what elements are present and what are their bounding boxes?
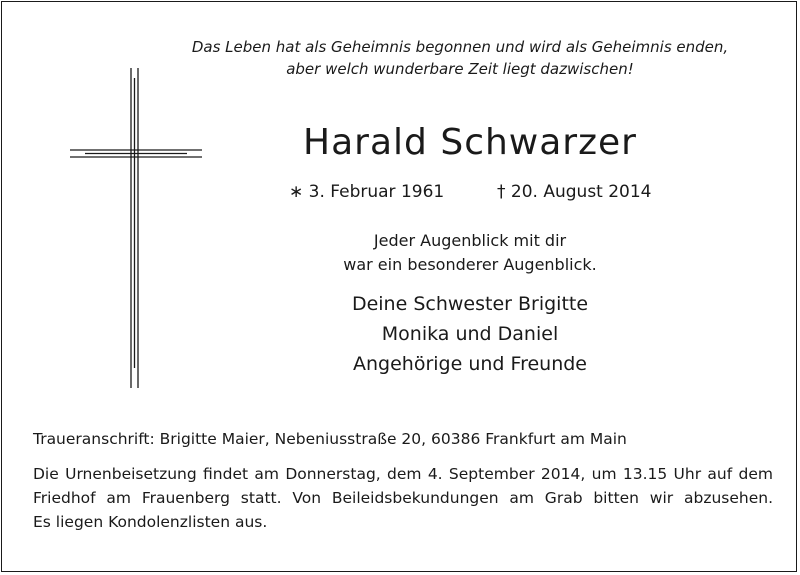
notice-line-2: Friedhof am Frauenberg statt. Von Beileidsbekundungen am Grab bitten wir abzusehen. [33, 489, 773, 507]
deceased-name: Harald Schwarzer [303, 122, 637, 163]
motto-line-1: Das Leben hat als Geheimnis begonnen und wird als Geheimnis enden, [191, 38, 729, 56]
mourning-address: Traueranschrift: Brigitte Maier, Nebeniusstraße 20, 60386 Frankfurt am Main [33, 430, 627, 448]
mourner-line: Deine Schwester Brigitte [351, 293, 589, 315]
notice-line-3: Es liegen Kondolenzlisten aus. [33, 513, 268, 531]
birth-date: ∗ 3. Februar 1961 [289, 182, 445, 202]
motto [180, 36, 740, 80]
memorial-quote [280, 229, 660, 277]
notice-line-1: Die Urnenbeisetzung findet am Donnerstag, dem 4. September 2014, um 13.15 Uhr auf dem [33, 465, 773, 483]
motto-line-2: aber welch wunderbare Zeit liegt dazwischen! [286, 60, 634, 78]
quote-line-2: war ein besonderer Augenblick. [343, 255, 597, 274]
funeral-notice [33, 462, 773, 534]
death-date: † 20. August 2014 [497, 182, 652, 202]
quote-line-1: Jeder Augenblick mit dir [373, 231, 567, 250]
mourners-list [270, 289, 670, 379]
cross-icon [70, 68, 202, 390]
mourner-line: Angehörige und Freunde [353, 353, 587, 375]
mourner-line: Monika und Daniel [381, 323, 559, 345]
